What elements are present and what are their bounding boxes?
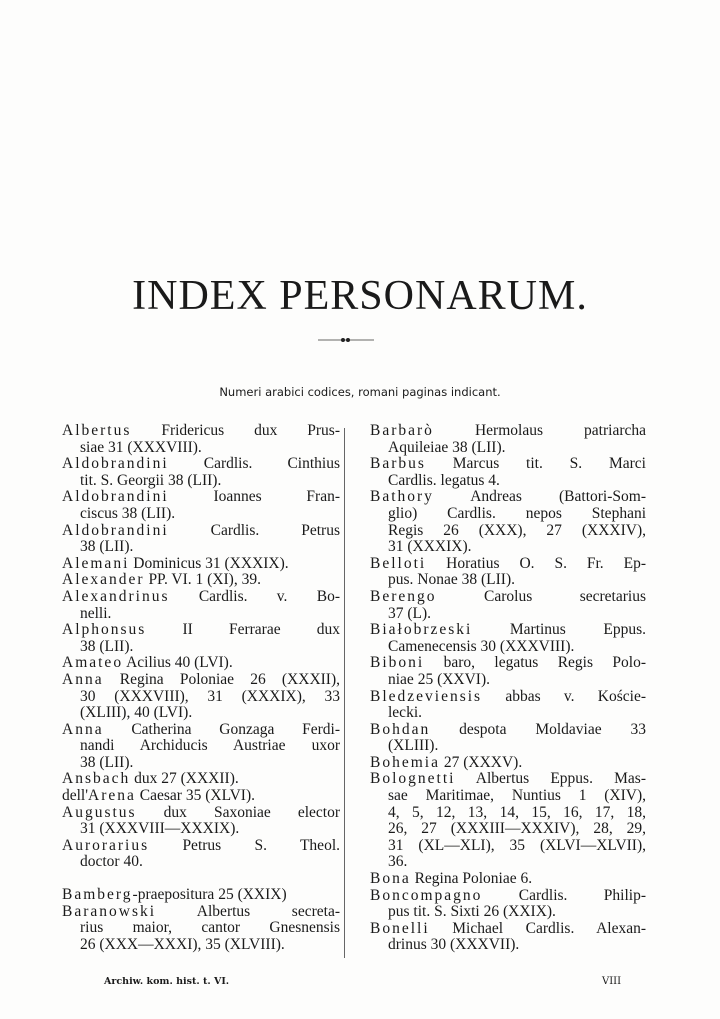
entry-text: II Ferrarae dux — [146, 621, 340, 639]
entry-headword: Bona — [370, 870, 411, 888]
entry-headword: Aldobrandini — [62, 455, 169, 473]
index-entry — [370, 489, 646, 555]
entry-headword: Baranowski — [62, 902, 157, 920]
entry-headword: Bamberg — [62, 886, 133, 904]
entry-first-line — [370, 689, 646, 706]
entry-gap — [62, 871, 340, 887]
signature-mark: Archiw. kom. hist. t. VI. — [104, 976, 230, 987]
entry-continuation-line: nelli. — [80, 604, 112, 622]
entry-text: Cardlis. Philip- — [482, 886, 646, 904]
entry-headword: Berengo — [370, 587, 437, 605]
entry-text: Hermolaus patriarcha — [433, 422, 646, 439]
subtitle: Numeri arabici codices, romani paginas indicant. — [219, 385, 501, 399]
index-entry — [62, 622, 340, 655]
entry-first-line — [62, 904, 340, 921]
entry-text: Andreas (Battori-Som- — [433, 488, 646, 506]
entry-text: -praepositura 25 (XXIX) — [132, 886, 287, 904]
entry-headword: Barbus — [370, 455, 426, 473]
entry-first-line — [370, 556, 646, 573]
entry-text: Catherina Gonzaga Ferdi- — [103, 720, 340, 738]
entry-continuation-line: Aquileiae 38 (LII). — [388, 438, 506, 456]
entry-continuation-line: Regis 26 (XXX), 27 (XXXIV), — [388, 521, 646, 539]
entry-first-line — [62, 805, 340, 822]
entry-first-line — [370, 921, 646, 938]
index-entry — [370, 423, 646, 456]
entry-prefix: dell' — [62, 787, 89, 805]
entry-first-line — [370, 655, 646, 672]
entry-continuation-line: glio) Cardlis. nepos Stephani — [388, 504, 646, 522]
column-divider — [344, 428, 345, 958]
entry-text: Fridericus dux Prus- — [131, 422, 340, 439]
right-column — [370, 423, 646, 954]
entry-headword: Augustus — [62, 803, 137, 821]
entry-first-line — [370, 622, 646, 639]
entry-continuation-line: 30 (XXXVIII), 31 (XXXIX), 33 — [80, 687, 340, 705]
entry-text: Ioannes Fran- — [168, 488, 340, 506]
entry-continuation-line: Cardlis. legatus 4. — [388, 471, 500, 489]
entry-text: Regina Poloniae 6. — [410, 870, 533, 888]
entry-continuation-line: lecki. — [388, 704, 422, 722]
index-entry — [62, 838, 340, 871]
entry-headword: Biboni — [370, 654, 425, 672]
entry-headword: Albertus — [62, 422, 132, 439]
index-entry — [370, 722, 646, 755]
entry-first-line — [370, 423, 646, 440]
entry-text: Horatius O. S. Fr. Ep- — [426, 554, 646, 572]
entry-continuation-line: pus tit. S. Sixti 26 (XXIX). — [388, 903, 556, 921]
ornament-divider — [318, 336, 374, 344]
left-column — [62, 423, 340, 953]
entry-continuation-line: drinus 30 (XXXVII). — [388, 936, 520, 954]
entry-text: PP. VI. 1 (XI), 39. — [144, 571, 261, 589]
index-entry — [370, 871, 646, 888]
entry-continuation-line: 26 (XXX—XXXI), 35 (XLVIII). — [80, 935, 285, 953]
entry-first-line — [62, 589, 340, 606]
index-entry — [62, 589, 340, 622]
index-entry — [370, 655, 646, 688]
index-entry — [62, 423, 340, 456]
entry-text: Cardlis. Cinthius — [168, 455, 340, 473]
index-entry — [62, 904, 340, 954]
entry-first-line — [62, 788, 340, 805]
entry-headword: Ansbach — [62, 770, 131, 788]
index-entry — [370, 755, 646, 772]
entry-text: Michael Cardlis. Alexan- — [429, 919, 646, 937]
index-entry — [370, 888, 646, 921]
entry-first-line — [62, 523, 340, 540]
entry-headword: Alexandrinus — [62, 587, 170, 605]
entry-headword: Barbarò — [370, 422, 434, 439]
entry-first-line — [370, 888, 646, 905]
entry-continuation-line: tit. S. Georgii 38 (LII). — [80, 471, 222, 489]
entry-headword: Bathory — [370, 488, 434, 506]
entry-text: dux 27 (XXXII). — [130, 770, 239, 788]
index-entry — [370, 556, 646, 589]
entry-continuation-line: 36. — [388, 853, 408, 871]
entry-first-line — [62, 722, 340, 739]
index-entry — [62, 805, 340, 838]
entry-first-line — [62, 489, 340, 506]
entry-continuation-line: 38 (LII). — [80, 753, 134, 771]
entry-headword: Bonelli — [370, 919, 430, 937]
page-title: INDEX PERSONARUM. — [132, 273, 588, 319]
entry-continuation-line: 31 (XL—XLI), 35 (XLVI—XLVII), — [388, 836, 646, 854]
index-entry — [370, 456, 646, 489]
entry-headword: Anna — [62, 670, 104, 688]
entry-text: baro, legatus Regis Polo- — [424, 654, 646, 672]
entry-continuation-line: rius maior, cantor Gnesnensis — [80, 919, 340, 937]
entry-first-line — [370, 489, 646, 506]
index-entry — [62, 722, 340, 772]
index-entry — [62, 788, 340, 805]
entry-continuation-line: pus. Nonae 38 (LII). — [388, 571, 515, 589]
entry-continuation-line: 31 (XXXVIII—XXXIX). — [80, 820, 240, 838]
entry-continuation-line: nandi Archiducis Austriae uxor — [80, 737, 340, 755]
entry-continuation-line: (XLIII). — [388, 737, 439, 755]
entry-text: Albertus Eppus. Mas- — [455, 770, 646, 788]
entry-text: Cardlis. v. Bo- — [169, 587, 340, 605]
entry-headword: Anna — [62, 720, 104, 738]
entry-first-line — [62, 622, 340, 639]
entry-continuation-line: Camenecensis 30 (XXXVIII). — [388, 637, 575, 655]
entry-first-line — [370, 589, 646, 606]
entry-first-line — [62, 655, 340, 672]
index-entry — [62, 456, 340, 489]
entry-text: dux Saxoniae elector — [136, 803, 340, 821]
entry-headword: Aldobrandini — [62, 521, 169, 539]
entry-text: Albertus secreta- — [156, 902, 340, 920]
index-entry — [370, 622, 646, 655]
page-number: VIII — [602, 976, 622, 987]
entry-first-line — [62, 771, 340, 788]
entry-continuation-line: (XLIII), 40 (LVI). — [80, 704, 193, 722]
entry-headword: Bolognetti — [370, 770, 456, 788]
index-entry — [370, 921, 646, 954]
entry-headword: Amateo — [62, 654, 124, 672]
entry-first-line — [370, 456, 646, 473]
entry-text: Marcus tit. S. Marci — [425, 455, 646, 473]
entry-first-line — [62, 423, 340, 440]
entry-headword: Alemani — [62, 554, 130, 572]
entry-text: Cardlis. Petrus — [168, 521, 340, 539]
entry-headword: Białobrzeski — [370, 621, 473, 639]
entry-continuation-line: 4, 5, 12, 13, 14, 15, 16, 17, 18, — [388, 803, 646, 821]
entry-first-line — [62, 887, 340, 904]
entry-continuation-line: sae Maritimae, Nuntius 1 (XIV), — [388, 787, 646, 805]
index-entry — [62, 556, 340, 573]
entry-first-line — [370, 871, 646, 888]
index-entry — [62, 489, 340, 522]
entry-text: Dominicus 31 (XXXIX). — [129, 554, 289, 572]
entry-headword: Bohemia — [370, 753, 440, 771]
entry-first-line — [370, 722, 646, 739]
entry-headword: Alexander — [62, 571, 145, 589]
entry-continuation-line: 26, 27 (XXXIII—XXXIV), 28, 29, — [388, 820, 646, 838]
entry-headword: Alphonsus — [62, 621, 147, 639]
entry-first-line — [370, 771, 646, 788]
entry-first-line — [370, 755, 646, 772]
index-entry — [62, 655, 340, 672]
entry-headword: Bledzeviensis — [370, 687, 483, 705]
entry-headword: Boncompagno — [370, 886, 483, 904]
entry-text: abbas v. Koście- — [482, 687, 646, 705]
index-entry — [62, 887, 340, 904]
entry-continuation-line: niae 25 (XXVI). — [388, 670, 491, 688]
entry-headword: Aurorarius — [62, 836, 150, 854]
index-entry — [62, 771, 340, 788]
entry-continuation-line: doctor 40. — [80, 853, 143, 871]
entry-continuation-line: siae 31 (XXXVIII). — [80, 438, 202, 456]
index-entry — [62, 523, 340, 556]
index-entry — [370, 589, 646, 622]
entry-text: Caesar 35 (XLVI). — [135, 787, 256, 805]
entry-continuation-line: 37 (L). — [388, 604, 432, 622]
entry-continuation-line: 38 (LII). — [80, 538, 134, 556]
entry-first-line — [62, 838, 340, 855]
entry-headword: Aldobrandini — [62, 488, 169, 506]
entry-text: Regina Poloniae 26 (XXXII), — [103, 670, 340, 688]
entry-headword: Belloti — [370, 554, 427, 572]
entry-first-line — [62, 456, 340, 473]
entry-headword: Bohdan — [370, 720, 431, 738]
entry-text: Martinus Eppus. — [472, 621, 646, 639]
index-entry — [62, 672, 340, 722]
entry-headword: Arena — [88, 787, 136, 805]
index-entry — [62, 572, 340, 589]
entry-continuation-line: 38 (LII). — [80, 637, 134, 655]
entry-text: Carolus secretarius — [436, 587, 646, 605]
entry-text: despota Moldaviae 33 — [430, 720, 646, 738]
index-entry — [370, 771, 646, 871]
entry-first-line — [62, 556, 340, 573]
entry-continuation-line: ciscus 38 (LII). — [80, 504, 176, 522]
entry-text: Acilius 40 (LVI). — [123, 654, 233, 672]
entry-text: 27 (XXXV). — [439, 753, 523, 771]
entry-continuation-line: 31 (XXXIX). — [388, 538, 472, 556]
entry-text: Petrus S. Theol. — [149, 836, 340, 854]
entry-first-line — [62, 672, 340, 689]
entry-first-line — [62, 572, 340, 589]
index-entry — [370, 689, 646, 722]
